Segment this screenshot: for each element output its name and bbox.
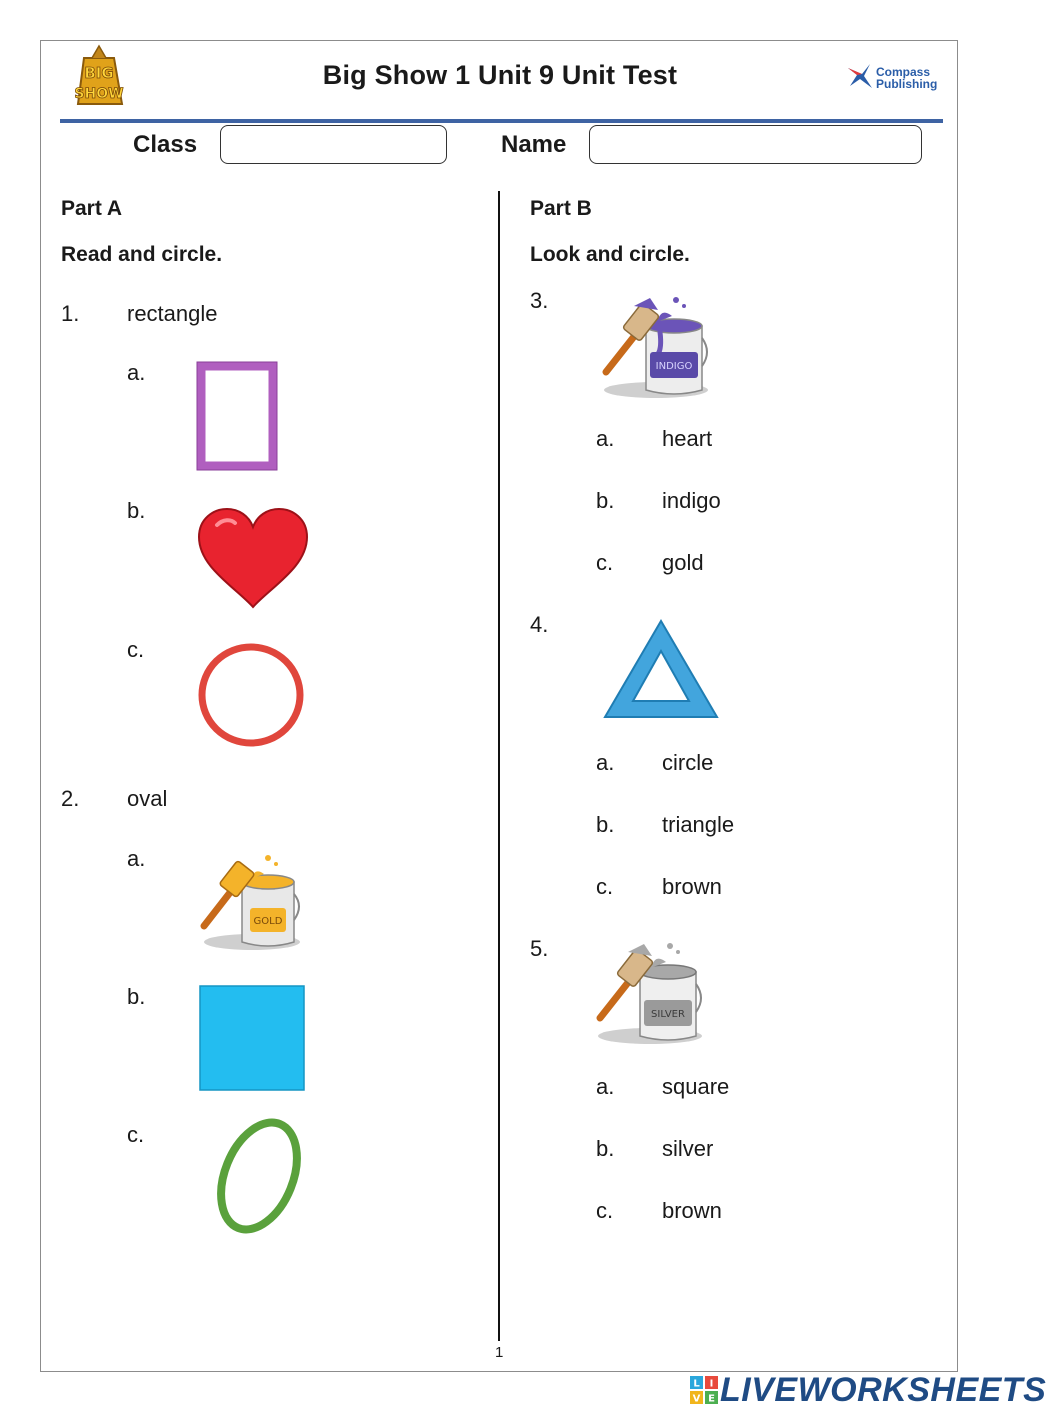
svg-text:V: V (692, 1393, 701, 1405)
part-b-instruction: Look and circle. (530, 243, 690, 266)
part-a-heading: Part A (61, 197, 123, 220)
gold-can-label: GOLD (253, 916, 283, 927)
q4-option-b-letter: b. (596, 812, 615, 837)
part-b-heading: Part B (530, 197, 592, 220)
column-divider (498, 191, 500, 1341)
liveworksheets-badge-icon (690, 1376, 718, 1404)
q2-option-a-letter: a. (127, 846, 146, 871)
q5-option-c-letter: c. (596, 1198, 614, 1223)
header-rule (60, 119, 943, 123)
question-5-number: 5. (530, 936, 549, 961)
name-label: Name (501, 131, 567, 158)
green-oval-icon[interactable] (208, 1117, 310, 1235)
q1-option-a-letter: a. (127, 360, 146, 385)
q3-option-b-letter: b. (596, 488, 615, 513)
svg-text:E: E (708, 1393, 715, 1405)
page-number: 1 (495, 1344, 504, 1361)
blue-triangle-icon (601, 617, 721, 723)
q2-option-c-letter: c. (127, 1122, 145, 1147)
class-input[interactable] (220, 125, 447, 164)
q4-option-c-text[interactable]: brown (662, 874, 722, 899)
compass-word: Compass (876, 65, 931, 79)
part-a-instruction: Read and circle. (61, 243, 223, 266)
q5-option-b-letter: b. (596, 1136, 615, 1161)
question-4-number: 4. (530, 612, 549, 637)
q4-option-a-letter: a. (596, 750, 615, 775)
q4-option-b-text[interactable]: triangle (662, 812, 735, 837)
q4-option-c-letter: c. (596, 874, 614, 899)
publishing-word: Publishing (876, 77, 938, 91)
blue-square-icon[interactable] (199, 985, 305, 1091)
compass-star-icon (846, 62, 874, 90)
red-heart-icon[interactable] (195, 505, 311, 611)
question-1-word: rectangle (127, 301, 218, 326)
silver-can-label: SILVER (651, 1009, 685, 1020)
question-2-word: oval (127, 786, 168, 811)
q5-option-a-letter: a. (596, 1074, 615, 1099)
q3-option-a-letter: a. (596, 426, 615, 451)
logo-word-show: SHOW (74, 86, 124, 102)
indigo-paint-can-icon (600, 292, 714, 402)
class-label: Class (133, 131, 198, 158)
logo-word-big: BIG (84, 64, 114, 82)
red-circle-icon[interactable] (196, 641, 306, 749)
q3-option-a-text[interactable]: heart (662, 426, 713, 451)
q1-option-c-letter: c. (127, 637, 145, 662)
q1-option-b-letter: b. (127, 498, 146, 523)
svg-text:I: I (709, 1378, 714, 1390)
question-1-number: 1. (61, 301, 80, 326)
q4-option-a-text[interactable]: circle (662, 750, 714, 775)
q3-option-c-letter: c. (596, 550, 614, 575)
q2-option-b-letter: b. (127, 984, 146, 1009)
q3-option-c-text[interactable]: gold (662, 550, 704, 575)
purple-rectangle-icon[interactable] (196, 361, 280, 471)
q5-option-c-text[interactable]: brown (662, 1198, 722, 1223)
gold-paint-can-icon[interactable] (198, 850, 306, 954)
name-input[interactable] (589, 125, 922, 164)
indigo-can-label: INDIGO (655, 361, 693, 372)
page-title: Big Show 1 Unit 9 Unit Test (322, 60, 678, 90)
q5-option-a-text[interactable]: square (662, 1074, 730, 1099)
liveworksheets-brand: LIVEWORKSHEETS (720, 1371, 1046, 1409)
q5-option-b-text[interactable]: silver (662, 1136, 714, 1161)
svg-text:L: L (693, 1378, 700, 1390)
question-3-number: 3. (530, 288, 549, 313)
question-2-number: 2. (61, 786, 80, 811)
silver-paint-can-icon (594, 938, 708, 1048)
q3-option-b-text[interactable]: indigo (662, 488, 721, 513)
